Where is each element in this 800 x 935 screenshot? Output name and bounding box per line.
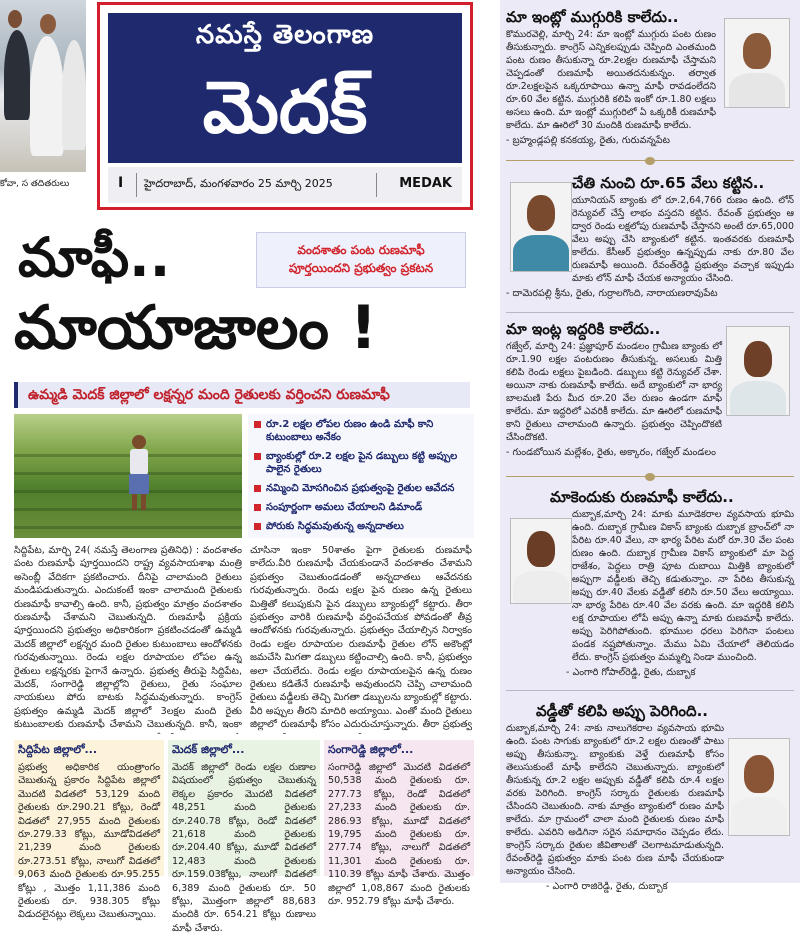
district-title: మెదక్ జిల్లాలో... (172, 743, 245, 756)
highlight-item: పోరుకు సిద్ధమవుతున్న అన్నదాతలు (254, 520, 468, 533)
side-story-byline: - దామెరపల్లి శ్రీను, రైతు, గుర్రాలగొంది, నారాయణరావుపేట (506, 288, 718, 299)
side-story-headline: మా ఇంట్లో ముగ్గురికి కాలేదు.. (506, 8, 679, 26)
story-separator (506, 312, 794, 313)
side-story-body: గజ్వేల్, మార్చి 24: ప్రజ్ఞాపూర్ మండలం గ్రామీణ బ్యాంకు లో రూ.1.90 లక్షల పంటరుణం తీసుకున్న. అసలుకు మిత్తి కలిపి రెండు లక్షలు పైబడింది. డబ్బులు కట్టి రెన్యువల్ చేశా. అయినా నాకు రుణమాఫీ కాలేదు. అదే బ్యాంకులో నా భార్య బాలమణి పేరు మీద రూ.20 వేల రుణం ఉండగా మాఫీ కాలేదు. మా ఇద్దరిలో ఎవరికీ కాలేదు. మా ఊరిలో రుణమాఫీ కాని రైతులు చాలామంది ఉన్నారు. ప్రభుత్వం చెప్పిందొకటి చేసిందొకటి. (506, 341, 722, 443)
highlight-item: నమ్మించి మోసగించిన ప్రభుత్వంపై రైతుల ఆవేదన (254, 482, 468, 495)
lead-kicker (256, 232, 466, 288)
side-story-byline: - గుండబోయిన మల్లేశం, రైతు, అక్కారం, గజ్వేల్ మండలం (506, 447, 716, 458)
district-box-medak (168, 740, 320, 934)
district-title: సిద్దిపేట జిల్లాలో... (18, 743, 98, 756)
lead-body-column-1: సిద్దిపేట, మార్చి 24( నమస్తే తెలంగాణ ప్రతినిధి) : వందశాతం పంట రుణమాఫీ పూర్తయిందని రాష్ట్ర వ్యవసాయశాఖ మంత్రి అసెంబ్లీ వేదికగా ప్రకటించారు. దీనిపై చాలామంది రైతులు మండిపడుతున్నారు. ఎందుకంటే ఇంకా చాలామంది రైతులకు రుణమాఫీ కావాల్సి ఉంది. కానీ, ప్రభుత్వం మాత్రం వందశాతం రుణమాఫీ చేశామని చెబుతున్నది. రుణమాఫీ ప్రక్రియ పూర్తయిందని ప్రభుత్వం అధికారికంగా ప్రకటించడంతో ఉమ్మడి మెదక్ జిల్లాలో లక్షన్నర మంది రైతుల కుటుంబాలు ఆందోళనకు గురవుతున్నాయి. రెండు లక్షల రూపాయల లోపల ఉన్న రైతులు లక్షన్నరకు పైగానే ఉన్నారు. ప్రభుత్వ తీరుపై సిద్దిపేట, మెదక్, సంగారెడ్డి జిల్లాల్లోని రైతులు, రైతు సంఘాల నాయకులు పోరు బాటకు సిద్ధమవుతున్నారు. కాంగ్రెస్ ప్రభుత్వం ఉమ్మడి మెదక్ జిల్లాలో 3లక్షల మంది రైతు కుటుంబాలకు రుణమాఫీ చేశామని చెబుతున్నది. కానీ, ఇంకా (14, 545, 242, 731)
farmer-field-photo (14, 414, 242, 538)
district-body: మెదక్ జిల్లాలో రెండు లక్షల రుణాల విషయంలో ప్రభుత్వం చెబుతున్న లెక్కల ప్రకారం మొదటి విడతలో 48,251 మంది రైతులకు రూ.240.78 కోట్లు, రెండో విడతలో 21,618 మంది రైతులకు రూ.204.40 కోట్లు, మూడో విడతలో 12,483 మంది రైతులకు రూ.159.03కోట్లు, నాలుగో విడతలో 6,389 మంది రైతులకు రూ. 50 కోట్లు, మొత్తంగా జిల్లాలో 88,683 మందికి రూ. 654.21 కోట్లు రుణాలు మాఫీ చేశారు. (172, 762, 316, 934)
farmer-figure (122, 432, 156, 512)
side-story-headline: మాకెందుకు రుణమాఫీ కాలేదు.. (550, 488, 734, 506)
dateline-strip (108, 165, 462, 203)
divider (136, 173, 137, 197)
side-story-byline: - బ్రహ్మండ్లపల్లి కనకయ్య, రైతు, గురువన్నపేట (506, 135, 670, 146)
farmer-portrait-3 (726, 326, 790, 416)
lead-subheadline: ఉమ్మడి మెదక్ జిల్లాలో లక్షన్నర మంది రైతులకు వర్తించని రుణమాఫీ (14, 382, 470, 408)
district-body: సంగారెడ్డి జిల్లాలో మొదటి విడతలో 50,538 మంది రైతులకు రూ. 277.73 కోట్లు, రెండో విడతలో 27,233 మంది రైతులకు రూ. 286.93 కోట్లు, మూడో విడతలో 19,795 మంది రైతులకు రూ. 277.74 కోట్లు, నాలుగో విడతలో 11,301 మంది రైతులకు రూ. 110.39 కోట్లు మాఫీ చేశారు. మొత్తం జిల్లాలో 1,08,867 మంది రైతులకు రూ. 952.79 కోట్లు మాఫీ చేశారు. (328, 762, 470, 908)
story-separator (506, 690, 794, 691)
highlight-item: సంపూర్ణంగా అమలు చేయాలని డిమాండ్ (254, 501, 468, 514)
kicker-line1: వందశాతం పంట రుణమాఫీ (297, 243, 425, 257)
masthead (97, 2, 473, 210)
edition-label: MEDAK (399, 176, 452, 191)
story-separator (506, 476, 794, 477)
district-body: ప్రభుత్వ అధికారిక యంత్రాంగం చెబుతున్న ప్రకారం సిద్దిపేట జిల్లాలో మొదటి విడతలో 53,129 మంది రైతులకు రూ.290.21 కోట్లు, రెండో విడతలో 27,955 మంది రైతులకు రూ.279.33 కోట్లు, మూడోవిడతలో 21,239 మంది రైతులకు రూ.273.51 కోట్లు, నాలుగో విడతలో 9,063 మంది రైతులకు రూ.95.255 కోట్లు , మొత్తం 1,11,386 మంది రైతులకు రూ. 938.305 కోట్లు విడుదలైనట్లు లెక్కలు చెబుతున్నాయి. (18, 762, 160, 921)
lead-headline-line2: మాయాజాలం ! (14, 293, 378, 363)
farmer-portrait-5 (728, 738, 790, 836)
district-title: సంగారెడ్డి జిల్లాలో... (328, 743, 414, 756)
top-left-photo-caption: కోవా, స తదితరులు (0, 179, 70, 189)
side-story-body: దుబ్బాక,మార్చి 24: నాకు నాలుగెకరాల వ్యవసాయ భూమి ఉంది. పంట సాగుకు బ్యాంకులో రూ.2 లక్షల రుణంతో పాటు అప్పు తీసుకున్నా. బ్యాంకుకు వెళ్తే రుణమాఫీ కోసం తెలుసుకుంటే మాఫీ కాలేదని చెబుతున్నారు. బ్యాంకులో తీసుకున్న రూ.2 లక్షల అప్పుకు వడ్డీతో కలిపి రూ.4 లక్షల వరకు పెరిగింది. కాంగ్రెస్ సర్కారు రైతులకు రుణమాఫీ చేసిందని చెబుతుంది. నాకు మాత్రం బ్యాంకులో రుణం మాఫీ కాలేదు. మా గ్రామంలో చాలా మంది రైతులకు రుణం మాఫీ కాలేదు. ఎవరిని అడిగినా సరైన సమాధానం చెప్పడం లేదు. కాంగ్రెస్ సర్కారు రైతుల జీవితాలతో చెలగాటమాడుతున్నది. రేవంత్‌రెడ్డి ప్రభుత్వం మాకు పంట రుణ మాఫీ చేయకుండా అన్యాయం చేసింది. (506, 723, 724, 877)
top-left-photo (0, 0, 86, 172)
side-story-body: దుబ్బాక,మార్చి 24: మాకు మూడెకరాల వ్యవసాయ భూమి ఉంది. దుబ్బాక గ్రామీణ వికాస్ బ్యాంకు దుబ్బాక బ్రాంచ్‌లో నా పేరిట రూ.40 వేలు, నా భార్య పేరిట మరో రూ.30 వేల పంట రుణం ఉంది. దుబ్బాక గ్రామీణ వికాస్ బ్యాంకులో మా పెద్ద రాజేశం, పెద్దలు రాత్రి పూట దుబాయి మిత్తికి బ్యాంకులో అప్పుగా వడ్డీలకు తెచ్చి కడుతున్నాం. నా పేరిట తీసుకున్న అప్పు రూ.40 వేలకు వడ్డీతో కలిసి రూ.50 వేలు అయ్యాయి. నా భార్య పేరిట రూ.40 వేల వరకు ఉంది. మా ఇద్దరికి కలిసి లక్ష రూపాయల లోపే అప్పు ఉన్నా మాకు రుణమాఫీ కాలేదు. అప్పు పెరిగిపోతుంది. భూముల ధరలు పెరిగినా పంటలు పండక నష్టపోతున్నాం. మేము ఏమి చేయాలో తెలియడం లేదు. కాంగ్రెస్ ప్రభుత్వం మమ్మల్ని నిండా ముంచింది. (572, 509, 794, 663)
side-story-body: కొమురవెల్లి, మార్చి 24: మా ఇంట్లో ముగ్గురు పంట రుణం తీసుకున్నారు. కాంగ్రెస్ ఎన్నికలప్పుడు చెప్పింది ఎంతమంది పంట రుణం తీసుకున్నా రూ.2లక్షల రుణమాఫీ చేస్తామని చెప్పడంతో రుణమాఫీ అయితదనుకున్నం. తర్వాత రూ.2లక్షలపైన ఒక్కరూపాయి ఉన్నా మాఫీ రావడంలేదని రూ.60 వేల కట్టిన. ముగ్గురికి కలిపి ఇంకో రూ.1.80 లక్షలు అసలు ఉంది. మా ఇంట్లో ముగ్గురిలో ఏ ఒక్కరికీ రుణమాఫీ కాలేదు. మా ఊరిలో 30 మందికి రుణమాఫీ కాలేదు. (506, 29, 716, 131)
farmer-portrait-1 (724, 18, 790, 108)
edition-region-title: మెదక్ (202, 65, 368, 149)
side-story-byline: - ఎంగారి గోపాల్‌రెడ్డి, రైతు, దుబ్బాక (566, 667, 696, 678)
story-separator (506, 160, 794, 161)
highlight-item: బ్యాంకుల్లో రూ.2 లక్షల పైన డబ్బులు కట్టి అప్పుల పాలైన రైతులు (254, 450, 468, 476)
divider (376, 173, 377, 197)
side-story-body: యూనియన్ బ్యాంకు లో రూ.2,64,766 రుణం ఉంది. లోన్ రెన్యువల్ చేస్తే లాభం వస్తదని కట్టిన. రేవంత్ ప్రభుత్వం ఆ ద్వార రెండు లక్షలోపు రుణమాఫీ చేస్తానని అంటే రూ.65,000 వేలు అప్పు చేసి బ్యాంకులో కట్టిన. ఇంతవరకు రుణమాఫీ కాలేదు. కేసీఆర్ ప్రభుత్వం ఉన్నప్పుడు నాకు రూ.80 వేల రుణమాఫీ అయింది. రేవంత్‌రెడ్డి ప్రభుత్వం వచ్చాక ఇప్పుడు మాకు లోన్ మాఫీ చేయక అన్యాయం చేసింది. (572, 195, 794, 284)
side-story-headline: మా ఇంట్ల ఇద్దరికి కాలేదు.. (506, 320, 661, 338)
lead-body-column-2: చూసినా ఇంకా 50శాతం పైగా రైతులకు రుణమాఫీ కాలేదు.వీరి రుణమాఫీ చేయకుండానే వందశాతం చేశామని ప్రభుత్వం చెబుతుండడంతో అన్నదాతలు ఆవేదనకు గురవుతున్నారు. రెండు లక్షల పైన రుణం ఉన్న రైతులు మిత్తితో కలుపుకుని పైన డబ్బులు బ్యాంకుల్లో కట్టారు. తీరా ప్రభుత్వం వారికి రుణమాఫీ వర్తింపచేయక పోవడంతో తీవ్ర ఆందోళనకు గురవుతున్నారు. ప్రభుత్వం చేయాల్సిన నిర్వాకం రెండు లక్షల రూపాయల రుణమాఫీ రైతుల లోన్ అకౌంట్లో జమచేసి మిగతా డబ్బులు కట్టించాల్సి ఉంది. కానీ, ప్రభుత్వం అలా చేయలేదు. రెండు లక్షల రూపాయలపైన ఉన్న రుణం రైతులు కడితేనే రుణమాఫీ అవుతుందని చెప్పి చాలామంది రైతులు వడ్డీలకు తెచ్చి మిగతా డబ్బులను బ్యాంకుల్లో కట్టారు. వీరి అప్పుల తీరని మాదిరి అయ్యాయి. ఎంతో మంది రైతులు జిల్లాలో రుణమాఫీ కోసం ఎదురుచూస్తున్నారు. తీరా ప్రభుత్వ (250, 545, 472, 731)
district-box-sangareddy (324, 740, 474, 908)
district-box-siddipet (14, 740, 164, 921)
lead-headline-line1: మాఫీ.. (18, 226, 171, 289)
side-story-headline: చేతి నుంచి రూ.65 వేలు కట్టిన.. (572, 174, 765, 192)
newspaper-title: నమస్తే తెలంగాణ (195, 20, 375, 50)
side-story-headline: వడ్డీతో కలిపి అప్పు పెరిగింది.. (536, 702, 709, 720)
dateline: హైదరాబాద్, మంగళవారం 25 మార్చి 2025 (144, 177, 333, 190)
farmer-portrait-2 (510, 182, 572, 272)
highlight-item: రూ.2 లక్షల లోపల రుణం ఉండి మాఫీ కాని కుటుంబాలు అనేకం (254, 418, 468, 444)
page-number: I (118, 175, 124, 191)
lead-highlights-box (248, 414, 474, 538)
farmer-portrait-4 (510, 518, 572, 604)
kicker-line2: పూర్తయిందని ప్రభుత్వం ప్రకటన (288, 261, 434, 275)
side-story-byline: - ఎంగారి రాజిరెడ్డి, రైతు, దుబ్బాక (546, 881, 668, 892)
